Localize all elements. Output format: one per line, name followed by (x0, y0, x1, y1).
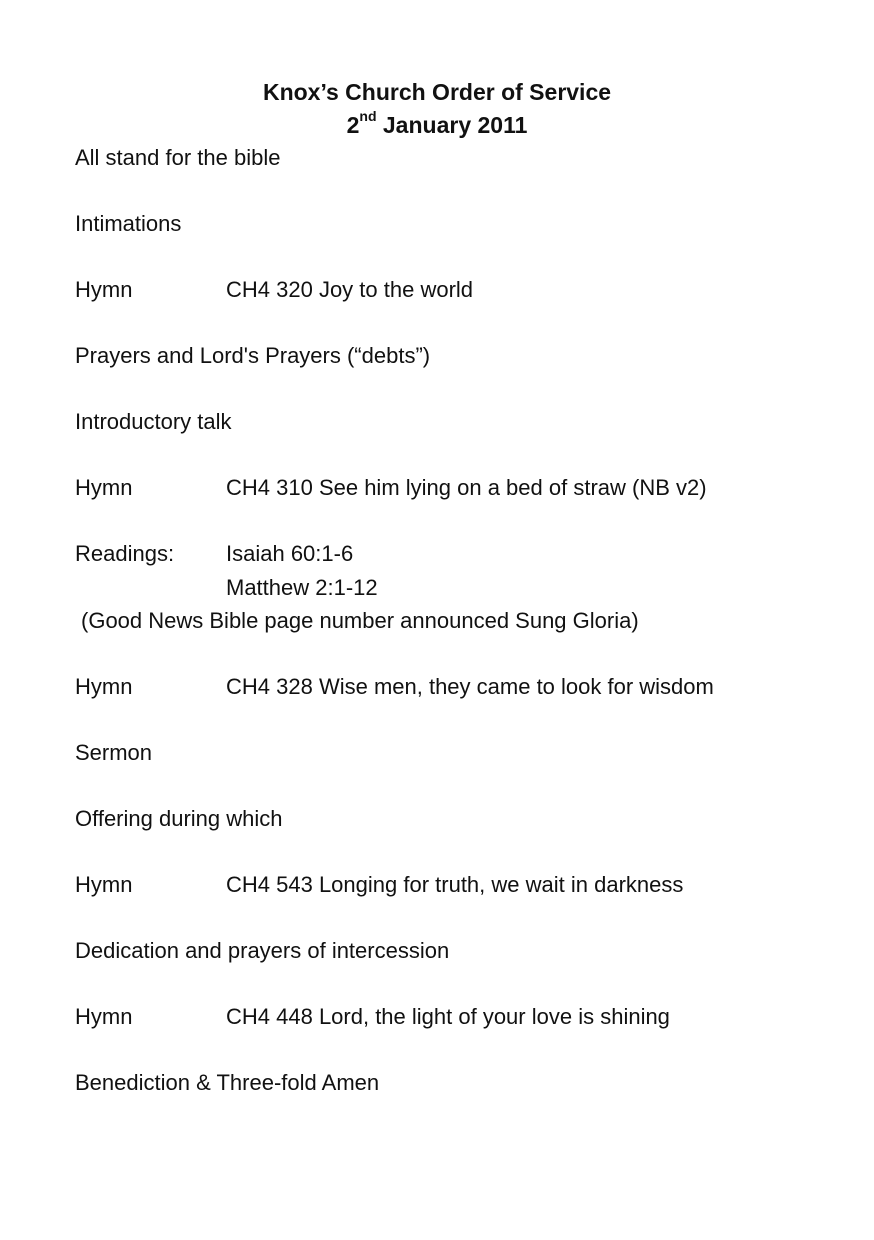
date-suffix: nd (359, 108, 377, 125)
item-dedication: Dedication and prayers of intercession (75, 938, 450, 963)
item-hymn-4 (75, 870, 683, 900)
hymn-label: Hymn (75, 277, 133, 302)
hymn-label: Hymn (75, 674, 133, 699)
item-hymn-5 (75, 1002, 670, 1032)
item-introductory-talk: Introductory talk (75, 409, 232, 434)
item-intimations: Intimations (75, 211, 182, 236)
reading-2: Matthew 2:1-12 (226, 575, 378, 600)
readings-label: Readings: (75, 541, 175, 566)
hymn-title: CH4 328 Wise men, they came to look for wisdom (226, 674, 714, 699)
hymn-title: CH4 320 Joy to the world (226, 277, 474, 302)
item-hymn-1 (75, 275, 473, 305)
readings-note: (Good News Bible page number announced Sung Gloria) (81, 608, 639, 633)
item-stand: All stand for the bible (75, 145, 281, 170)
hymn-label: Hymn (75, 1004, 133, 1029)
hymn-label: Hymn (75, 475, 133, 500)
date-rest: January 2011 (376, 112, 528, 138)
hymn-title: CH4 448 Lord, the light of your love is shining (226, 1004, 670, 1029)
item-readings (75, 539, 353, 569)
item-hymn-2 (75, 473, 707, 503)
item-prayers: Prayers and Lord's Prayers (“debts”) (75, 343, 431, 368)
hymn-label: Hymn (75, 872, 133, 897)
reading-1: Isaiah 60:1-6 (226, 541, 354, 566)
hymn-title: CH4 310 See him lying on a bed of straw (NB v2) (226, 475, 707, 500)
item-sermon: Sermon (75, 740, 153, 765)
hymn-title: CH4 543 Longing for truth, we wait in darkness (226, 872, 684, 897)
item-hymn-3 (75, 672, 714, 702)
date-day: 2 (346, 112, 360, 138)
item-offering: Offering during which (75, 806, 283, 831)
service-date (0, 110, 874, 140)
item-benediction: Benediction & Three-fold Amen (75, 1070, 380, 1095)
page-title: Knox’s Church Order of Service (262, 79, 612, 105)
